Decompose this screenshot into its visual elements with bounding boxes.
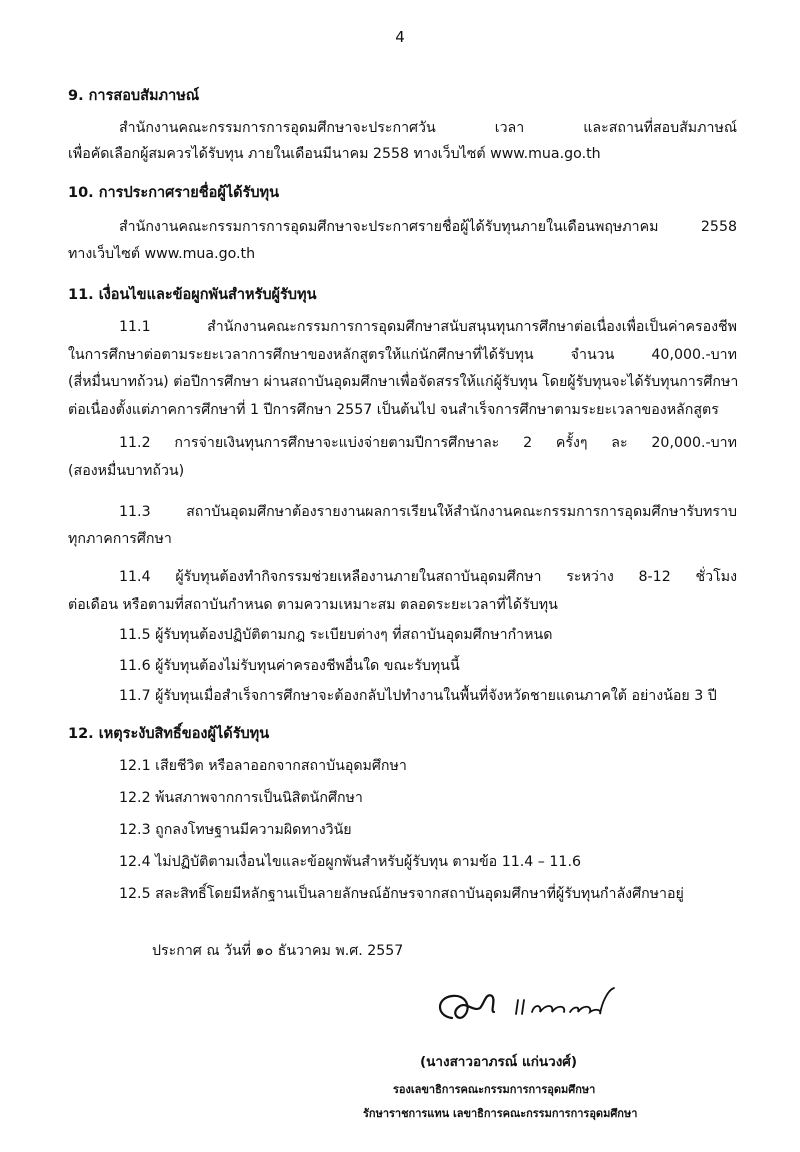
item-11-1-line-1: 11.1 สำนักงานคณะกรรมการการอุดมศึกษาสนับสนุนทุนการศึกษาต่อเนื่องเพื่อเป็นค่าครองชีพ [119, 319, 737, 335]
section-11-heading: 11. เงื่อนไขและข้อผูกพันสำหรับผู้รับทุน [68, 287, 317, 303]
item-12-3: 12.3 ถูกลงโทษฐานมีความผิดทางวินัย [119, 822, 352, 838]
item-11-5: 11.5 ผู้รับทุนต้องปฏิบัติตามกฎ ระเบียบต่างๆ ที่สถาบันอุดมศึกษากำหนด [119, 627, 553, 643]
item-12-2: 12.2 พ้นสภาพจากการเป็นนิสิตนักศึกษา [119, 790, 363, 806]
item-12-4: 12.4 ไม่ปฏิบัติตามเงื่อนไขและข้อผูกพันสำหรับผู้รับทุน ตามข้อ 11.4 – 11.6 [119, 854, 581, 870]
item-12-1: 12.1 เสียชีวิต หรือลาออกจากสถาบันอุดมศึกษา [119, 758, 407, 774]
signer-position: รองเลขาธิการคณะกรรมการการอุดมศึกษา [393, 1083, 596, 1096]
item-11-1-line-4: ต่อเนื่องตั้งแต่ภาคการศึกษาที่ 1 ปีการศึกษา 2557 เป็นต้นไป จนสำเร็จการศึกษาตามระยะเวลาของหลักสูตร [68, 402, 719, 418]
item-11-2-line-2: (สองหมื่นบาทถ้วน) [68, 463, 185, 479]
item-11-4-line-1: 11.4 ผู้รับทุนต้องทำกิจกรรมช่วยเหลืองานภายในสถาบันอุดมศึกษา ระหว่าง 8-12 ชั่วโมง [119, 569, 737, 585]
section-9-line-1: สำนักงานคณะกรรมการการอุดมศึกษาจะประกาศวัน เวลา และสถานที่สอบสัมภาษณ์ [119, 120, 737, 136]
item-11-1-line-2: ในการศึกษาต่อตามระยะเวลาการศึกษาของหลักสูตรให้แก่นักศึกษาที่ได้รับทุน จำนวน 40,000.-บาท [68, 347, 737, 363]
item-11-4-line-2: ต่อเดือน หรือตามที่สถาบันกำหนด ตามความเหมาะสม ตลอดระยะเวลาที่ได้รับทุน [68, 597, 558, 613]
section-9-heading: 9. การสอบสัมภาษณ์ [68, 88, 200, 104]
signer-acting-position: รักษาราชการแทน เลขาธิการคณะกรรมการการอุดมศึกษา [363, 1107, 638, 1120]
handwritten-signature [430, 982, 650, 1032]
section-10-line-1: สำนักงานคณะกรรมการการอุดมศึกษาจะประกาศรายชื่อผู้ได้รับทุนภายในเดือนพฤษภาคม 2558 [119, 219, 737, 235]
announcement-date: ประกาศ ณ วันที่ ๑๐ ธันวาคม พ.ศ. 2557 [152, 943, 404, 959]
item-11-1-line-3: (สี่หมื่นบาทถ้วน) ต่อปีการศึกษา ผ่านสถาบันอุดมศึกษาเพื่อจัดสรรให้แก่ผู้รับทุน โดยผู้รับทุนจะได้รับทุนการศึกษา [68, 374, 739, 390]
item-11-2-line-1: 11.2 การจ่ายเงินทุนการศึกษาจะแบ่งจ่ายตามปีการศึกษาละ 2 ครั้งๆ ละ 20,000.-บาท [119, 435, 737, 451]
item-11-7: 11.7 ผู้รับทุนเมื่อสำเร็จการศึกษาจะต้องกลับไปทำงานในพื้นที่จังหวัดชายแดนภาคใต้ อย่างน้อย 3 ปี [119, 688, 717, 704]
item-11-6: 11.6 ผู้รับทุนต้องไม่รับทุนค่าครองชีพอื่นใด ขณะรับทุนนี้ [119, 658, 460, 674]
section-10-heading: 10. การประกาศรายชื่อผู้ได้รับทุน [68, 185, 279, 201]
signer-name: (นางสาวอาภรณ์ แก่นวงศ์) [420, 1054, 578, 1070]
item-11-3-line-2: ทุกภาคการศึกษา [68, 531, 172, 547]
page-number: 4 [395, 28, 405, 46]
item-12-5: 12.5 สละสิทธิ์โดยมีหลักฐานเป็นลายลักษณ์อักษรจากสถาบันอุดมศึกษาที่ผู้รับทุนกำลังศึกษาอยู่ [119, 886, 684, 902]
item-11-3-line-1: 11.3 สถาบันอุดมศึกษาต้องรายงานผลการเรียนให้สำนักงานคณะกรรมการการอุดมศึกษารับทราบ [119, 504, 737, 520]
section-12-heading: 12. เหตุระงับสิทธิ์ของผู้ได้รับทุน [68, 726, 270, 742]
section-10-line-2: ทางเว็บไซต์ www.mua.go.th [68, 246, 256, 262]
section-9-line-2: เพื่อคัดเลือกผู้สมควรได้รับทุน ภายในเดือนมีนาคม 2558 ทางเว็บไซต์ www.mua.go.th [68, 146, 601, 162]
